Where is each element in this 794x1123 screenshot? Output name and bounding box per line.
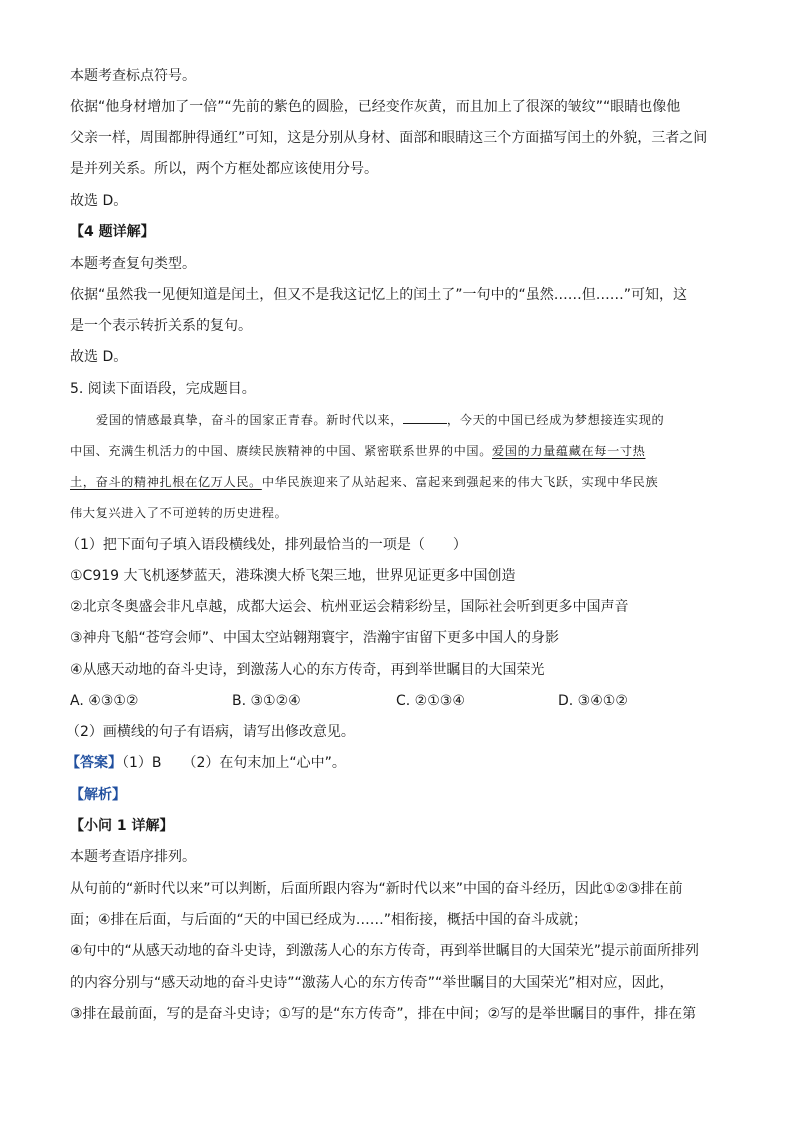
choice-row — [70, 691, 726, 711]
text-line: 依据“虽然我一见便知道是闰土，但又不是我这记忆上的闰土了”一句中的“虽然……但……”可知，这 — [70, 287, 688, 303]
text-line: 的内容分别与“感天动地的奋斗史诗”“激荡人心的东方传奇”“举世瞩目的大国荣光”相对应，因此， — [70, 975, 674, 991]
text-line: 故选 D。 — [70, 349, 128, 365]
text-line: 面；④排在后面，与后面的“天的中国已经成为……”相衔接，概括中国的奋斗成就； — [70, 912, 588, 928]
choice-a: A. ④③①② — [70, 693, 139, 709]
text-line: 是一个表示转折关系的复句。 — [70, 318, 252, 334]
question-heading: 5. 阅读下面语段，完成题目。 — [70, 381, 256, 397]
passage-line — [70, 472, 726, 492]
choice-c: C. ②①③④ — [396, 693, 465, 709]
text-line: 依据“他身材增加了一倍”“先前的紫色的圆脸，已经变作灰黄，而且加上了很深的皱纹”“眼睛也像他 — [70, 99, 681, 115]
passage-text: 中国、充满生机活力的中国、赓续民族精神的中国、紧密联系世界的中国。 — [70, 444, 492, 458]
text-line: ③排在最前面，写的是奋斗史诗；①写的是“东方传奇”，排在中间；②写的是举世瞩目的事件，排在第 — [70, 1006, 697, 1022]
passage-line — [96, 410, 726, 430]
section-heading: 【4 题详解】 — [70, 224, 155, 240]
underlined-sentence: 爱国的力量蕴藏在每一寸热 — [492, 444, 646, 458]
passage-line — [70, 441, 726, 461]
underlined-sentence: 土，奋斗的精神扎根在亿万人民。 — [70, 475, 262, 489]
option-sentence: ②北京冬奥盛会非凡卓越，成都大运会、杭州亚运会精彩纷呈，国际社会听到更多中国声音 — [70, 599, 629, 615]
choice-d: D. ③④①② — [558, 693, 628, 709]
sub-question: （2）画横线的句子有语病，请写出修改意见。 — [66, 724, 355, 740]
passage-text: 爱国的情感最真挚，奋斗的国家正青春。新时代以来， — [96, 413, 403, 427]
sub-question: （1）把下面句子填入语段横线处，排列最恰当的一项是（ ） — [66, 537, 467, 553]
choice-b: B. ③①②④ — [232, 693, 301, 709]
passage-text: 中华民族迎来了从站起来、富起来到强起来的伟大飞跃，实现中华民族 — [261, 475, 659, 489]
answer-label: 【答案】 — [66, 755, 122, 771]
text-line: 故选 D。 — [70, 193, 128, 209]
passage-line: 伟大复兴进入了不可逆转的历史进程。 — [70, 506, 288, 520]
text-line: 是并列关系。所以，两个方框处都应该使用分号。 — [70, 161, 378, 177]
text-line: 从句前的“新时代以来”可以判断，后面所跟内容为“新时代以来”中国的奋斗经历，因此①②③排在前 — [70, 881, 683, 897]
option-sentence: ①C919 大飞机逐梦蓝天，港珠澳大桥飞架三地，世界见证更多中国创造 — [70, 568, 516, 584]
text-line: 本题考查复句类型。 — [70, 256, 196, 272]
option-sentence: ③神舟飞船“苍穹会师”、中国太空站翱翔寰宇，浩瀚宇宙留下更多中国人的身影 — [70, 630, 560, 646]
passage-text: ，今天的中国已经成为梦想接连实现的 — [446, 413, 665, 427]
text-line: 父亲一样，周围都肿得通红”可知，这是分别从身材、面部和眼睛这三个方面描写闰土的外貌，三者之间 — [70, 130, 708, 146]
analysis-label: 【解析】 — [70, 787, 126, 803]
section-heading: 【小问 1 详解】 — [70, 818, 174, 834]
option-sentence: ④从感天动地的奋斗史诗，到激荡人心的东方传奇，再到举世瞩目的大国荣光 — [70, 662, 545, 678]
answer-text: （1）B （2）在句末加上“心中”。 — [122, 755, 346, 771]
fill-blank — [403, 411, 447, 424]
answer-line — [66, 753, 722, 773]
text-line: 本题考查语序排列。 — [70, 849, 196, 865]
text-line: 本题考查标点符号。 — [70, 68, 196, 84]
text-line: ④句中的“从感天动地的奋斗史诗，到激荡人心的东方传奇，再到举世瞩目的大国荣光”提示前面所排列 — [70, 943, 700, 959]
